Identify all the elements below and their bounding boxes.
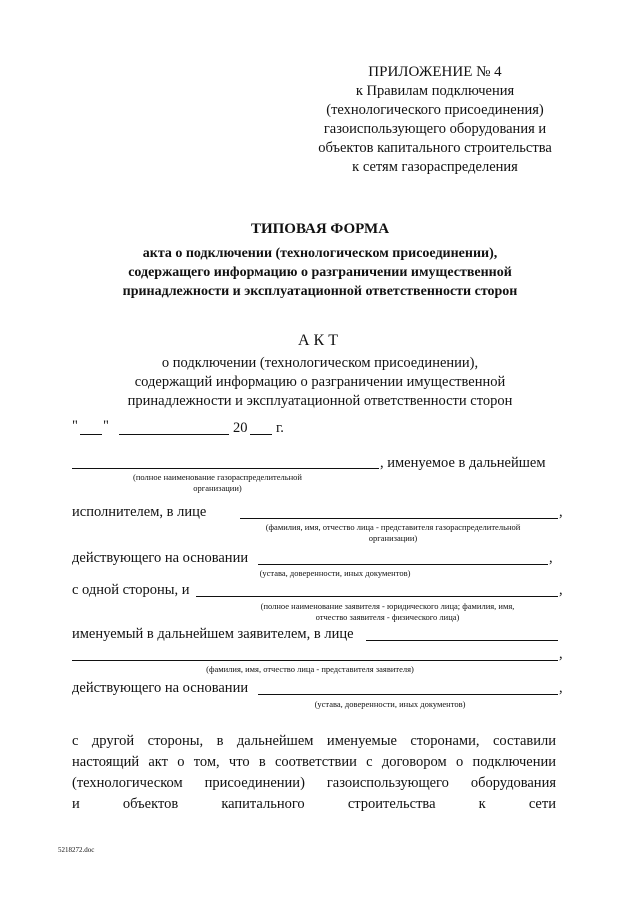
acting-basis-blank[interactable] <box>258 564 548 565</box>
appendix-line: объектов капитального строительства <box>318 140 552 156</box>
form-subtitle <box>40 244 600 301</box>
form-subtitle-line: акта о подключении (технологическом присоединении), <box>142 246 498 261</box>
applicant-named-label: именуемый в дальнейшем заявителем, в лице <box>72 626 354 642</box>
acting-basis-comma: , <box>549 550 553 566</box>
applicant-name-comma: , <box>559 582 563 598</box>
form-title: ТИПОВАЯ ФОРМА <box>250 221 390 237</box>
applicant-rep-blank-1[interactable] <box>366 640 558 641</box>
body-line: (технологическом присоединении) газоиспользующего оборудования <box>72 775 556 791</box>
acting-basis-note: (устава, доверенности, иных документов) <box>259 568 411 578</box>
acting-basis-2-blank[interactable] <box>258 694 558 695</box>
date-year-prefix: 20 <box>233 420 248 436</box>
act-title: АКТ <box>298 332 342 349</box>
body-line: с другой стороны, в дальнейшем именуемые сторонами, составили <box>72 733 556 749</box>
appendix-number: ПРИЛОЖЕНИЕ № 4 <box>368 64 502 80</box>
date-close-quote: " <box>103 418 109 434</box>
acting-basis-2-note: (устава, доверенности, иных документов) <box>314 699 466 709</box>
appendix-line: к Правилам подключения <box>355 83 515 99</box>
named-as-label: , именуемое в дальнейшем <box>380 455 546 471</box>
appendix-line: к сетям газораспределения <box>352 159 518 175</box>
applicant-rep-comma: , <box>559 646 563 662</box>
org-name-note: (полное наименование газораспределительной организации) <box>133 472 302 493</box>
act-subtitle-line: принадлежности и эксплуатационной ответственности сторон <box>127 393 513 409</box>
date-year-suffix: г. <box>276 420 284 436</box>
applicant-rep-note: (фамилия, имя, отчество лица - представителя заявителя) <box>206 664 414 674</box>
act-subtitle-line: содержащий информацию о разграничении имущественной <box>134 374 506 390</box>
date-month-blank[interactable] <box>119 434 229 435</box>
acting-basis-2-label: действующего на основании <box>72 680 249 696</box>
appendix-header <box>300 63 570 177</box>
one-side-label: с одной стороны, и <box>72 582 190 598</box>
appendix-line: газоиспользующего оборудования и <box>323 121 547 137</box>
date-open-quote: " <box>72 418 78 434</box>
acting-basis-2-comma: , <box>559 680 563 696</box>
body-line: настоящий акт о том, что в соответствии с договором о подключении <box>72 754 556 770</box>
form-subtitle-line: принадлежности и эксплуатационной ответственности сторон <box>122 284 518 299</box>
org-name-blank[interactable] <box>72 468 379 469</box>
date-year-blank[interactable] <box>250 434 272 435</box>
appendix-line: (технологического присоединения) <box>326 102 544 118</box>
applicant-name-blank[interactable] <box>196 596 558 597</box>
applicant-name-note: (полное наименование заявителя - юридического лица; фамилия, имя, отчество заявителя - физического лица) <box>260 601 515 622</box>
executor-label: исполнителем, в лице <box>72 504 207 520</box>
form-subtitle-line: содержащего информацию о разграничении имущественной <box>128 265 512 280</box>
footer-doc-id: 5218272.doc <box>58 846 95 854</box>
applicant-rep-blank-2[interactable] <box>72 660 558 661</box>
body-paragraph <box>72 731 556 815</box>
date-day-blank[interactable] <box>80 434 102 435</box>
act-subtitle <box>40 354 600 411</box>
act-subtitle-line: о подключении (технологическом присоединении), <box>161 355 479 371</box>
executor-rep-blank[interactable] <box>240 518 558 519</box>
body-line-last: и объектов капитального строительства к сети <box>72 796 556 812</box>
executor-note: (фамилия, имя, отчество лица - представителя газораспределительной организации) <box>265 522 521 543</box>
acting-basis-label: действующего на основании <box>72 550 249 566</box>
executor-comma: , <box>559 504 563 520</box>
